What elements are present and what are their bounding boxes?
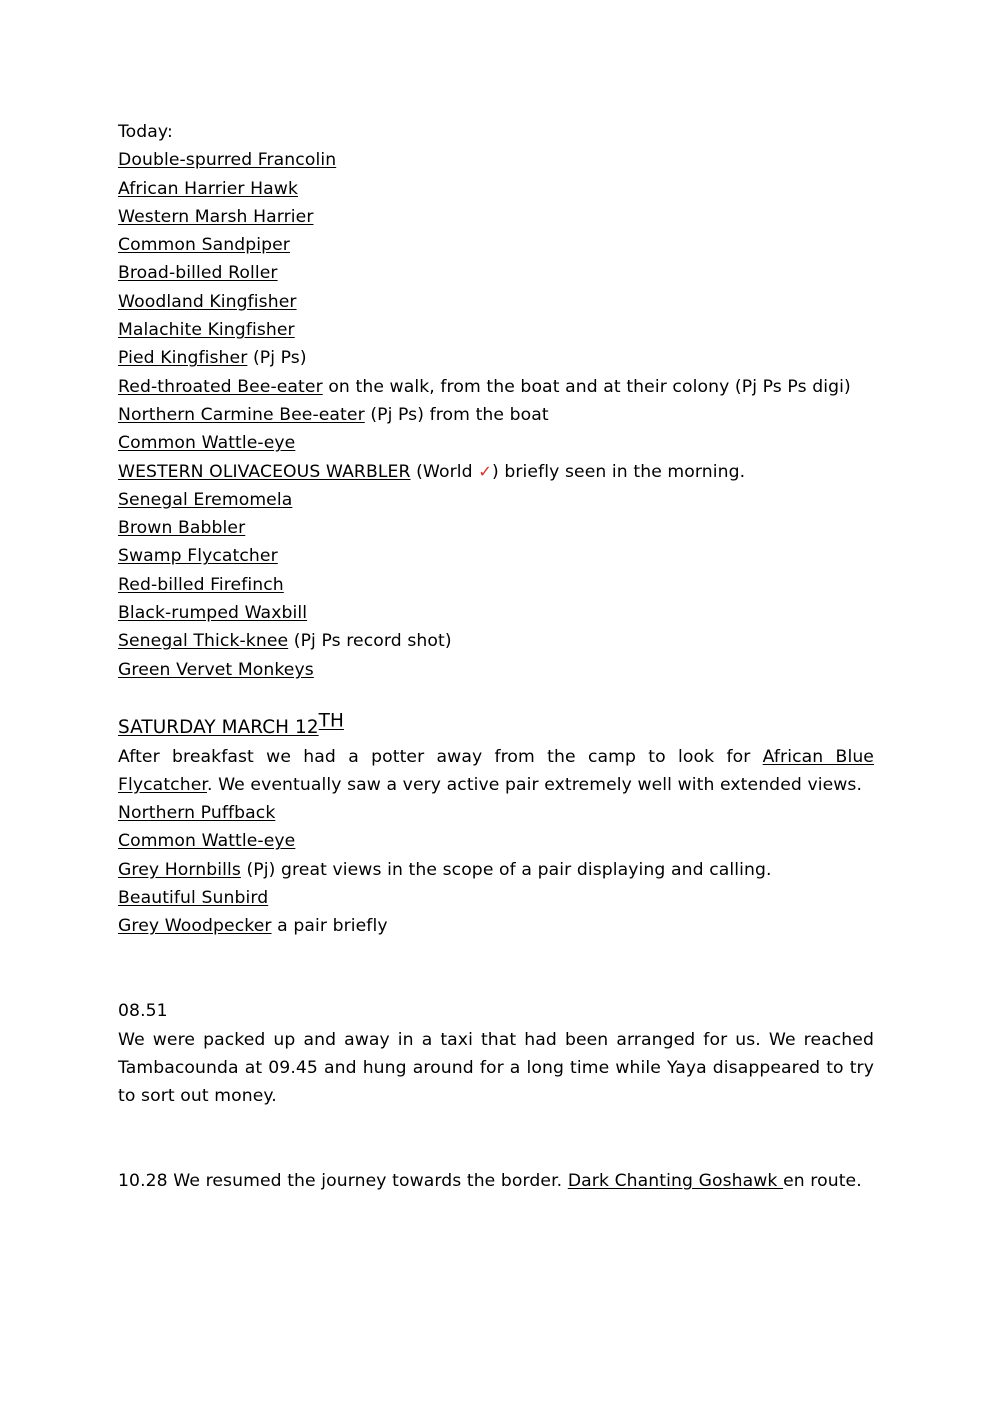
list-item	[118, 316, 874, 344]
list-item	[118, 146, 874, 174]
paragraph-journey	[118, 1167, 874, 1195]
species-name: Swamp Flycatcher	[118, 546, 278, 567]
species-name: Western Marsh Harrier	[118, 206, 314, 227]
blank-line	[118, 684, 874, 712]
species-name: Double-spurred Francolin	[118, 150, 337, 171]
list-item	[118, 373, 874, 401]
list-item	[118, 429, 874, 457]
blank-line	[118, 1139, 874, 1167]
paragraph-part-b: . We eventually saw a very active pair extremely well with extended views.	[206, 774, 863, 795]
species-note: a pair briefly	[271, 916, 388, 937]
list-item	[118, 486, 874, 514]
list-item	[118, 912, 874, 940]
species-name: Malachite Kingfisher	[118, 320, 295, 341]
list-item	[118, 571, 874, 599]
list-item	[118, 627, 874, 655]
species-name: Brown Babbler	[118, 518, 246, 539]
blank-line	[118, 1110, 874, 1138]
species-name: Common Wattle-eye	[118, 831, 296, 852]
list-item	[118, 884, 874, 912]
species-note: on the walk, from the boat and at their colony (Pj Ps Ps digi)	[322, 376, 851, 397]
section-heading-text: SATURDAY MARCH 12	[118, 717, 319, 739]
list-item	[118, 514, 874, 542]
list-item	[118, 259, 874, 287]
species-name: Northern Carmine Bee-eater	[118, 404, 365, 425]
species-name: African Blue Flycatcher	[118, 746, 874, 795]
list-item	[118, 175, 874, 203]
species-name: African Harrier Hawk	[118, 178, 299, 199]
list-item	[118, 344, 874, 372]
list-item	[118, 599, 874, 627]
species-name: Broad-billed Roller	[118, 263, 278, 284]
species-name: Woodland Kingfisher	[118, 291, 297, 312]
today-label: Today:	[118, 122, 173, 142]
species-note: (Pj) great views in the scope of a pair displaying and calling.	[240, 859, 772, 880]
paragraph-part-b: en route.	[783, 1170, 862, 1191]
species-name: Northern Puffback	[118, 803, 276, 824]
list-item	[118, 231, 874, 259]
species-note-post: ) briefly seen in the morning.	[492, 461, 746, 482]
list-item	[118, 827, 874, 855]
timestamp: 08.51	[118, 1001, 168, 1022]
species-name: Red-billed Firefinch	[118, 574, 284, 595]
list-item	[118, 458, 874, 486]
species-name: Grey Woodpecker	[118, 916, 272, 937]
species-note: (Pj Ps)	[247, 348, 307, 369]
paragraph-breakfast	[118, 743, 874, 800]
list-item	[118, 656, 874, 684]
blank-line	[118, 969, 874, 997]
check-icon: ✓	[478, 461, 493, 481]
list-item	[118, 542, 874, 570]
species-name: Red-throated Bee-eater	[118, 376, 323, 397]
section-heading-superscript: TH	[318, 710, 344, 732]
species-name: Senegal Thick-knee	[118, 631, 289, 652]
section-heading	[118, 710, 874, 742]
list-item	[118, 203, 874, 231]
paragraph-taxi: We were packed up and away in a taxi that had been arranged for us. We reached Tambacounda at 09.45 and hung around for a long time while Yaya disappeared to try to sort out money.	[118, 1029, 874, 1107]
list-item	[118, 288, 874, 316]
document-body	[118, 118, 874, 1195]
species-name: Grey Hornbills	[118, 859, 241, 880]
list-item	[118, 401, 874, 429]
species-name: Pied Kingfisher	[118, 348, 248, 369]
paragraph-part-a: After breakfast we had a potter away from the camp to look for	[118, 746, 763, 767]
blank-line	[118, 941, 874, 969]
species-name: WESTERN OLIVACEOUS WARBLER	[118, 461, 411, 482]
species-name: Black-rumped Waxbill	[118, 603, 308, 624]
species-note: (Pj Ps) from the boat	[364, 404, 549, 425]
species-note-pre: (World	[410, 461, 479, 482]
species-name: Common Sandpiper	[118, 235, 290, 256]
species-name: Green Vervet Monkeys	[118, 659, 314, 680]
species-name: Beautiful Sunbird	[118, 888, 269, 909]
species-name: Dark Chanting Goshawk	[567, 1170, 784, 1191]
list-item	[118, 799, 874, 827]
paragraph-part-a: 10.28 We resumed the journey towards the border.	[118, 1170, 568, 1191]
species-name: Common Wattle-eye	[118, 433, 296, 454]
species-note: (Pj Ps record shot)	[288, 631, 452, 652]
species-name: Senegal Eremomela	[118, 489, 293, 510]
list-item	[118, 856, 874, 884]
